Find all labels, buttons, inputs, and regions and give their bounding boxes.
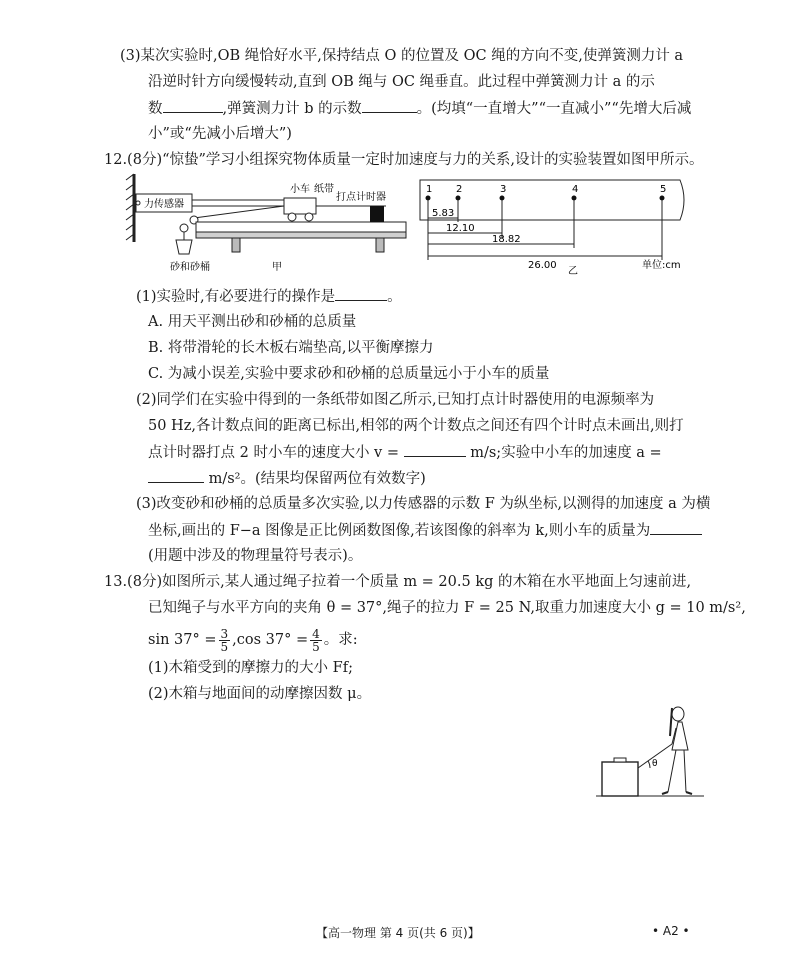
q12-intro: 12.(8分)“惊蛰”学习小组探究物体质量一定时加速度与力的关系,设计的实验装置如图甲所示。 [104, 152, 704, 168]
distance-1-5: 26.00 [528, 260, 557, 271]
tape-point-2: 2 [456, 184, 463, 195]
page-footer: 【高一物理 第 4 页(共 6 页)】 [316, 926, 480, 940]
answer-blank[interactable] [404, 442, 466, 457]
answer-blank[interactable] [335, 286, 387, 301]
timer-label: 打点计时器 [336, 192, 386, 203]
tape-point-1: 1 [426, 184, 433, 195]
q12-2-line3: 点计时器打点 2 时小车的速度大小 v = m/s;实验中小车的加速度 a = [148, 442, 662, 463]
distance-1-4: 18.82 [492, 234, 521, 245]
q13-line2: 已知绳子与水平方向的夹角 θ = 37°,绳子的拉力 F = 25 N,取重力加速度大小 g = 10 m/s², [148, 600, 746, 616]
q12-1: (1)实验时,有必要进行的操作是 。 [136, 286, 402, 307]
q12-3-line1: (3)改变砂和砂桶的总质量多次实验,以力传感器的示数 F 为纵坐标,以测得的加速度 a 为横 [136, 496, 711, 512]
cos-fraction: $\frac{4}{5}$ [312, 626, 320, 654]
page-code: • A2 • [652, 924, 690, 938]
q12-2-line1: (2)同学们在实验中得到的一条纸带如图乙所示,已知打点计时器使用的电源频率为 [136, 392, 655, 408]
q12-option-b: B. 将带滑轮的长木板右端垫高,以平衡摩擦力 [148, 340, 434, 356]
tape-point-3: 3 [500, 184, 507, 195]
q11-3-line1: (3)某次实验时,OB 绳恰好水平,保持结点 O 的位置及 OC 绳的方向不变,使弹簧测力计 a [120, 48, 684, 64]
q12-option-c: C. 为减小误差,实验中要求砂和砂桶的总质量远小于小车的质量 [148, 366, 550, 382]
bucket-label: 砂和砂桶 [170, 262, 210, 273]
figure-a-caption: 甲 [272, 262, 282, 273]
q11-3-line2: 沿逆时针方向缓慢转动,直到 OB 绳与 OC 绳垂直。此过程中弹簧测力计 a 的示 [148, 74, 655, 90]
q11-3-line3: 数 ,弹簧测力计 b 的示数 。(均填“一直增大”“一直减小”“先增大后减 [148, 98, 691, 119]
answer-blank[interactable] [148, 468, 204, 483]
q13-line3: sin 37° = $\frac{3}{5}$ ,cos 37° = $\frac{4}{5}$ 。求: [148, 626, 358, 654]
q11-3-line4: 小”或“先减小后增大”) [148, 126, 292, 142]
sin-fraction: $\frac{3}{5}$ [220, 626, 229, 654]
angle-label: θ [652, 759, 658, 769]
q12-2-line4: m/s²。(结果均保留两位有效数字) [148, 468, 426, 489]
force-sensor-label: 力传感器 [144, 199, 184, 210]
q12-3-line3: (用题中涉及的物理量符号表示)。 [148, 548, 363, 564]
answer-blank[interactable] [163, 98, 223, 113]
q13-part1: (1)木箱受到的摩擦力的大小 Ff; [148, 660, 353, 676]
unit-label: 单位:cm [642, 260, 681, 271]
tape-point-4: 4 [572, 184, 579, 195]
q13-part2: (2)木箱与地面间的动摩擦因数 μ。 [148, 686, 372, 702]
answer-blank[interactable] [650, 520, 702, 535]
figure-apparatus [124, 172, 414, 282]
figure-tape [416, 178, 692, 278]
figure-person-pulling-box [596, 702, 706, 802]
q12-2-line2: 50 Hz,各计数点间的距离已标出,相邻的两个计数点之间还有四个计时点未画出,则打 [148, 418, 684, 434]
tape-point-5: 5 [660, 184, 667, 195]
q12-3-line2: 坐标,画出的 F−a 图像是正比例函数图像,若该图像的斜率为 k,则小车的质量为 [148, 520, 702, 541]
distance-1-3: 12.10 [446, 223, 475, 234]
figure-b-caption: 乙 [568, 266, 578, 277]
distance-1-2: 5.83 [432, 208, 455, 219]
q13-line1: 13.(8分)如图所示,某人通过绳子拉着一个质量 m = 20.5 kg 的木箱在水平地面上匀速前进, [104, 574, 692, 590]
answer-blank[interactable] [362, 98, 417, 113]
q12-option-a: A. 用天平测出砂和砂桶的总质量 [148, 314, 357, 330]
cart-label: 小车 [290, 184, 310, 195]
tape-label: 纸带 [314, 184, 334, 195]
